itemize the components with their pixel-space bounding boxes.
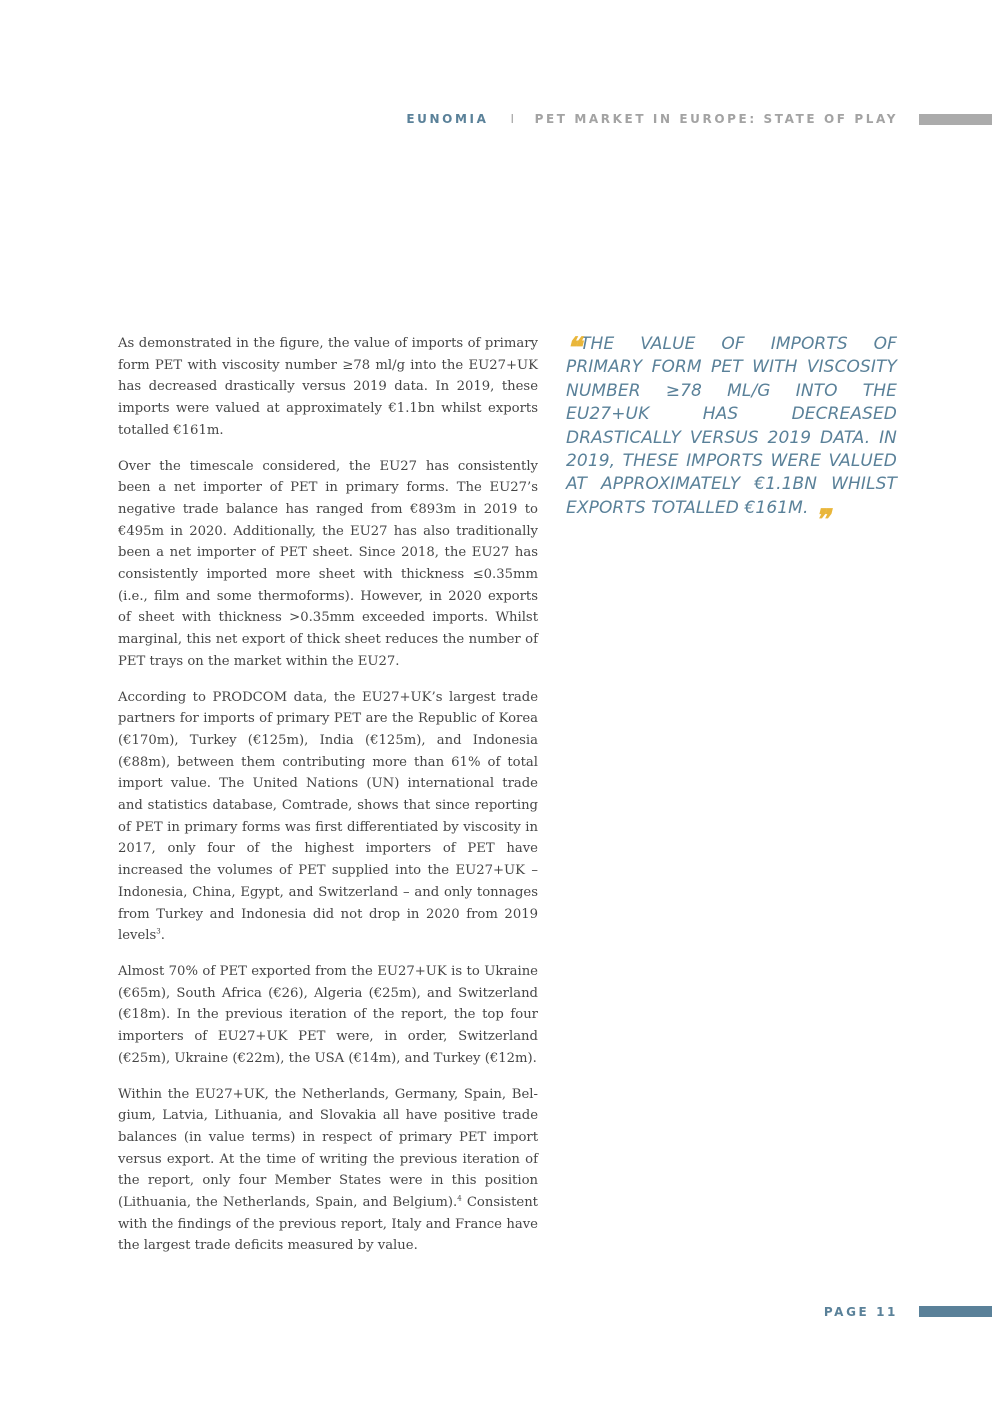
body-text-column <box>118 333 538 1271</box>
running-header <box>406 112 898 126</box>
paragraph-4: Almost 70% of PET exported from the EU27+UK is to Ukraine (€65m), South Africa (€26), Algeria (€25m), and Switzerland (€18m). In the previous iteration of the report, the top four importers of EU27+UK PET were, in order, Switzerland (€25m), Ukraine (€22m), the USA (€14m), and Turkey (€12m). <box>118 963 538 1066</box>
page-number: PAGE 11 <box>823 1305 898 1319</box>
paragraph-1: As demonstrated in the figure, the value of imports of primary form PET with viscosity number ≥78 ml/g into the EU27+UK has decreased drastically versus 2019 data. In 2019, these imports were valued at approximately €1.1bn whilst exports totalled €161m. <box>118 336 538 438</box>
footnote-ref-4: 4 <box>457 1194 462 1203</box>
footer-accent-bar <box>919 1306 992 1317</box>
paragraph-2: Over the timescale considered, the EU27 has consistently been a net importer of PET in primary forms. The EU27’s negative trade balance has ranged from €893m in 2019 to €495m in 2020. Additionally, the EU27 has also traditionally been a net importer of PET sheet. Since 2018, the EU27 has consistently imported more sheet with thickness ≤0.35mm (i.e., film and some thermoforms). However, in 2020 exports of sheet with thickness >0.35mm exceeded imports. Whilst marginal, this net export of thick sheet reduces the number of PET trays on the market within the EU27. <box>118 458 538 669</box>
footnote-ref-3: 3 <box>156 927 161 936</box>
open-quote-icon: ❝ <box>566 331 579 364</box>
paragraph-3: According to PRODCOM data, the EU27+UK’s largest trade partners for imports of primary PET are the Republic of Korea (€170m), Turkey (€125m), India (€125m), and Indonesia (€88m), between them contributing more than 61% of total import value. The United Nations (UN) international trade and statistics database, Comtrade, shows that since reporting of PET in primary forms was first differentiated by viscosity in 2017, only four of the highest importers of PET have increased the volumes of PET supplied into the EU27+UK – Indonesia, China, Egypt, and Switzerland – and only tonnages from Turkey and Indonesia did not drop in 2020 from 2019 levels$^3$. <box>118 689 538 944</box>
paragraph-5-text: Within the EU27+UK, the Netherlands, Germany, Spain, Belgium, Latvia, Lithuania, and Slovakia all have positive trade balances (in value terms) in respect of primary PET import versus export. At the time of writing the previous iteration of the report, only four Member States were in this position (Lithuania, the Netherlands, Spain, and Belgium). <box>118 1086 538 1211</box>
paragraph-5 <box>118 1084 538 1258</box>
pull-quote-text: THE VALUE OF IMPORTS OF PRIMARY FORM PET WITH VISCOSITY NUMBER ≥78 ML/G INTO THE EU27+UK HAS DECREASED DRASTICALLY VERSUS 2019 DATA. IN 2019, THESE IMPORTS WERE VALUED AT APPROXIMATELY €1.1BN WHILST EXPORTS TOTALLED €161M. <box>566 334 897 518</box>
header-accent-bar <box>919 114 992 125</box>
paragraph-5-text-end: Consistent with the findings of the previous report, Italy and France have the largest trade deficits measured by value. <box>118 1195 538 1254</box>
document-title: PET MARKET IN EUROPE: STATE OF PLAY <box>534 112 898 126</box>
pull-quote <box>566 331 897 536</box>
close-quote-icon: ❞ <box>814 502 827 536</box>
header-separator: I <box>510 112 517 126</box>
paragraph-3-text: According to PRODCOM data, the EU27+UK’s largest trade partners for imports of primary PET are the Republic of Korea (€170m), Turkey (€125m), India (€125m), and Indonesia (€88m), between them contributing more than 61% of total import value. The United Nations (UN) international trade and statistics database, Comtrade, shows that since reporting of PET in primary forms was first differentiated by viscosity in 2017, only four of the highest importers of PET have increased the volumes of PET supplied into the EU27+UK – Indonesia, China, Egypt, and Switzerland – and only tonnages from Turkey and Indonesia did not drop in 2020 from 2019 levels <box>118 689 538 944</box>
brand-name: EUNOMIA <box>406 112 489 126</box>
